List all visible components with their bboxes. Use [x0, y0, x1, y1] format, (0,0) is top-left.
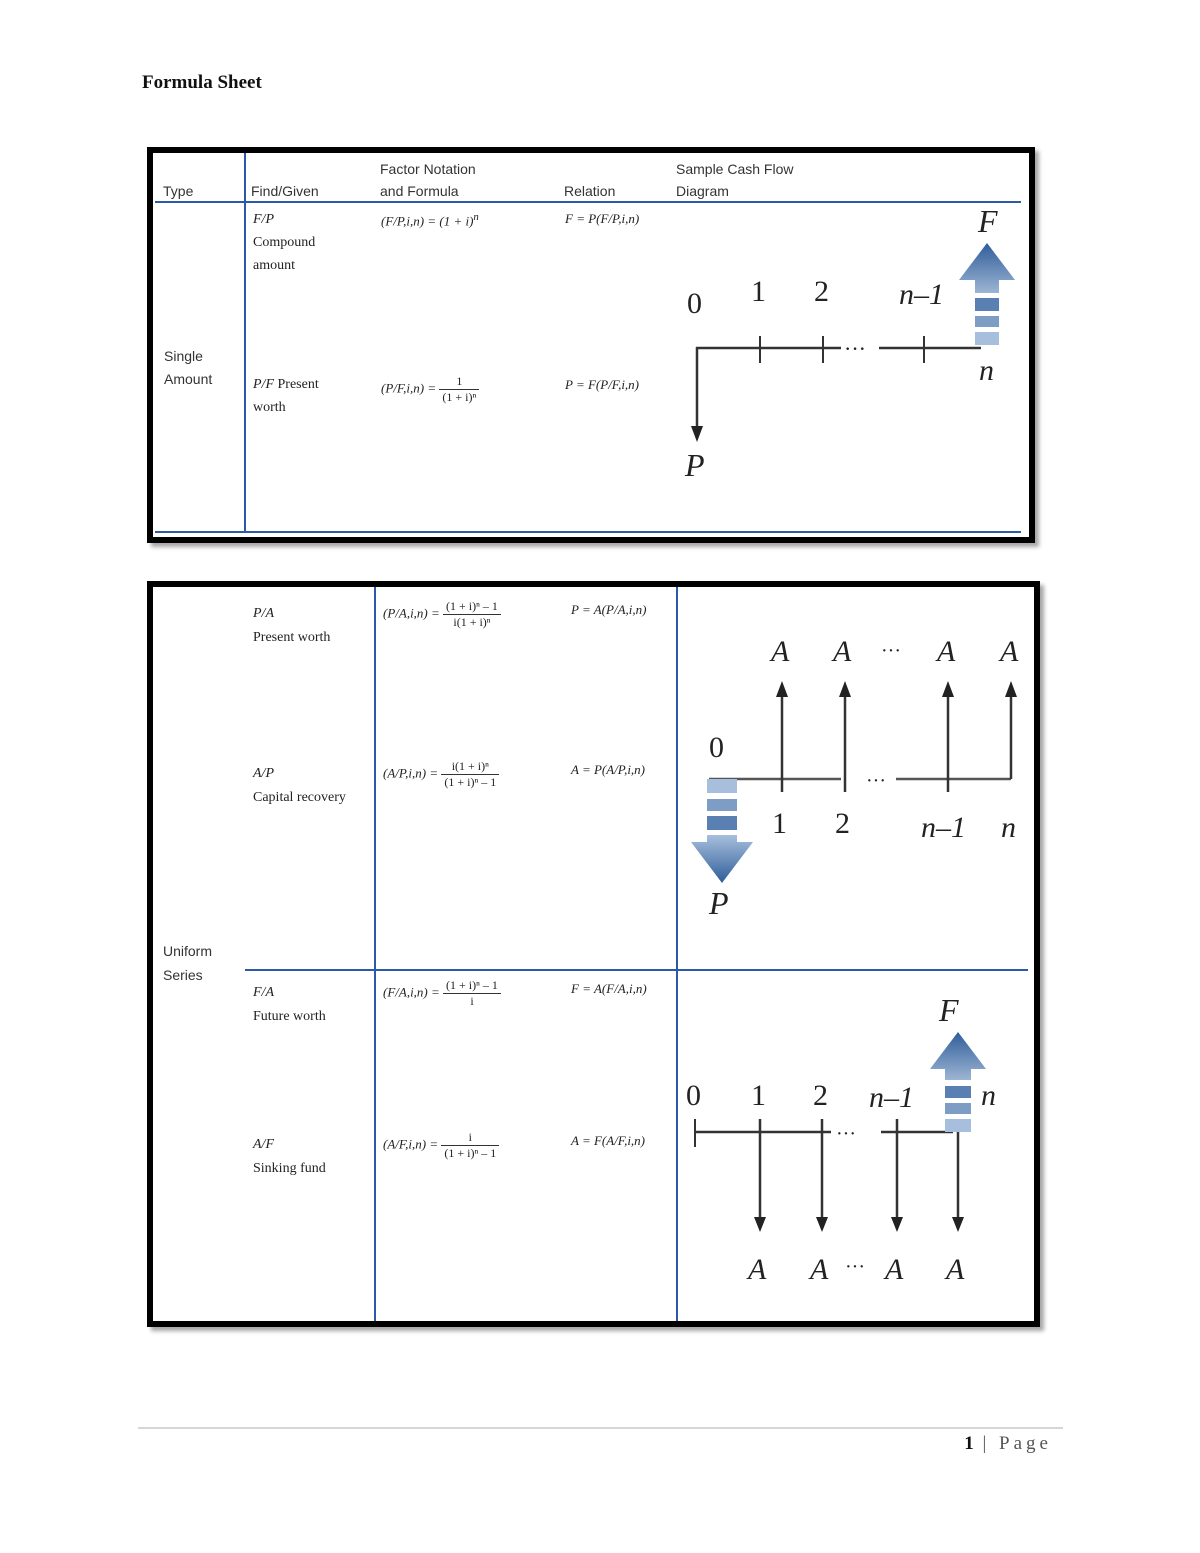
formula-ap-num: i(1 + i)ⁿ — [441, 759, 499, 775]
find-pf — [253, 373, 319, 396]
label-a-3: A — [937, 635, 956, 668]
relation-fp: F = P(F/P,i,n) — [565, 211, 640, 226]
formula-pa-left: (P/A,i,n) = — [383, 605, 440, 621]
formula-pf-fraction — [439, 374, 479, 405]
label-0: 0 — [687, 287, 702, 320]
label-a-4: A — [1000, 635, 1019, 668]
formula-af — [383, 1130, 499, 1161]
header-factor-line1: Factor Notation — [380, 161, 476, 177]
formula-pa — [383, 599, 501, 630]
column-rule-diagram — [676, 587, 678, 1321]
single-amount-table — [147, 147, 1035, 543]
dots-axis: ··· — [836, 1123, 856, 1145]
find-symbol-ap: A/P — [253, 766, 274, 781]
formula-af-den: (1 + i)ⁿ – 1 — [444, 1146, 497, 1160]
header-factor-line2: and Formula — [380, 183, 459, 199]
type-amount: Amount — [164, 371, 213, 387]
formula-af-num: i — [441, 1130, 499, 1146]
relation-pf: P = F(P/F,i,n) — [565, 377, 640, 392]
label-p: P — [709, 885, 729, 921]
uniform-series-pa-diagram — [681, 617, 1031, 957]
formula-fa-fraction — [443, 978, 501, 1009]
label-2: 2 — [813, 1079, 828, 1112]
find-symbol-fa: F/A — [253, 985, 274, 1000]
arrow-p-block — [691, 779, 753, 883]
arrow-head — [816, 1217, 828, 1232]
page-label: | Page — [982, 1433, 1052, 1454]
formula-fp-exp: n — [473, 211, 479, 223]
type-single: Single — [164, 348, 203, 364]
find-symbol-pf: P/F — [253, 377, 274, 392]
label-a-4: A — [946, 1253, 965, 1286]
find-label-amount: amount — [253, 258, 295, 273]
uniform-series-table — [147, 581, 1040, 1327]
column-rule — [244, 153, 246, 531]
formula-pf-left: (P/F,i,n) = — [381, 380, 437, 396]
label-n-minus-1: n–1 — [921, 811, 966, 844]
formula-ap — [383, 759, 499, 790]
column-rule-formula — [374, 587, 376, 1321]
page-title: Formula Sheet — [142, 72, 262, 93]
find-symbol-pa: P/A — [253, 606, 274, 621]
relation-af: A = F(A/F,i,n) — [571, 1133, 646, 1148]
formula-ap-den: (1 + i)ⁿ – 1 — [444, 775, 497, 789]
arrow-f-block — [930, 1032, 986, 1132]
type-series: Series — [163, 967, 203, 983]
label-n: n — [1001, 811, 1016, 844]
find-label-capital-recovery: Capital recovery — [253, 790, 346, 805]
header-rule — [155, 201, 1021, 203]
dots: ··· — [844, 336, 866, 361]
arrow-head — [952, 1217, 964, 1232]
header-find-given: Find/Given — [251, 183, 319, 199]
page-footer — [964, 1433, 1052, 1455]
single-amount-diagram — [663, 203, 1023, 498]
formula-fa-left: (F/A,i,n) = — [383, 984, 440, 1000]
find-label-future-worth: Future worth — [253, 1009, 326, 1024]
dots-top: ··· — [881, 640, 901, 662]
formula-pf — [381, 374, 479, 405]
dots-axis: ··· — [866, 770, 886, 792]
formula-pf-den: (1 + i)ⁿ — [442, 390, 477, 404]
label-1: 1 — [751, 275, 766, 308]
arrow-head — [942, 681, 954, 697]
find-label-sinking-fund: Sinking fund — [253, 1161, 326, 1176]
relation-ap: A = P(A/P,i,n) — [571, 762, 646, 777]
formula-pa-fraction — [443, 599, 501, 630]
row-rule — [245, 969, 1028, 971]
label-2: 2 — [835, 807, 850, 840]
relation-pa: P = A(P/A,i,n) — [571, 602, 647, 617]
find-symbol-fp: F/P — [253, 212, 274, 227]
formula-ap-left: (A/P,i,n) = — [383, 765, 439, 781]
type-uniform: Uniform — [163, 943, 213, 959]
footer-divider — [138, 1427, 1063, 1429]
header-relation: Relation — [564, 183, 616, 199]
find-label-present-worth: Present worth — [253, 630, 331, 645]
label-0: 0 — [686, 1079, 701, 1112]
label-n-minus-1: n–1 — [899, 278, 944, 311]
arrow-f-block — [959, 243, 1015, 345]
label-n-minus-1: n–1 — [869, 1081, 914, 1114]
header-diagram-line2: Diagram — [676, 183, 729, 199]
label-1: 1 — [772, 807, 787, 840]
formula-af-left: (A/F,i,n) = — [383, 1136, 439, 1152]
label-a-2: A — [833, 635, 852, 668]
arrow-head — [776, 681, 788, 697]
label-a-3: A — [885, 1253, 904, 1286]
header-diagram-line1: Sample Cash Flow — [676, 161, 794, 177]
label-a-1: A — [748, 1253, 767, 1286]
label-a-2: A — [810, 1253, 829, 1286]
label-n: n — [979, 354, 994, 387]
arrow-head — [754, 1217, 766, 1232]
bottom-rule — [155, 531, 1021, 533]
arrow-head — [839, 681, 851, 697]
label-n: n — [981, 1079, 996, 1112]
page-number: 1 — [964, 1433, 974, 1454]
uniform-series-fa-diagram — [681, 992, 1031, 1297]
arrow-head — [891, 1217, 903, 1232]
find-label-worth: worth — [253, 400, 286, 415]
arrow-head — [1005, 681, 1017, 697]
label-f: F — [978, 203, 998, 239]
formula-af-fraction — [441, 1130, 499, 1161]
formula-pa-den: i(1 + i)ⁿ — [453, 615, 491, 629]
formula-ap-fraction — [441, 759, 499, 790]
formula-fa-num: (1 + i)ⁿ – 1 — [443, 978, 501, 994]
formula-fa-den: i — [470, 994, 474, 1008]
relation-fa: F = A(F/A,i,n) — [571, 981, 647, 996]
dots-bottom: ··· — [845, 1256, 865, 1278]
label-a-1: A — [771, 635, 790, 668]
label-0: 0 — [709, 731, 724, 764]
label-2: 2 — [814, 275, 829, 308]
label-p: P — [685, 447, 705, 483]
formula-fp-base: (F/P,i,n) = (1 + i) — [381, 213, 474, 229]
formula-pf-num: 1 — [439, 374, 479, 390]
label-f: F — [939, 992, 959, 1028]
find-symbol-af: A/F — [253, 1137, 274, 1152]
arrow-p-head — [691, 426, 703, 442]
formula-pa-num: (1 + i)ⁿ – 1 — [443, 599, 501, 615]
find-label-present: Present — [277, 377, 319, 392]
formula-fa — [383, 978, 501, 1009]
find-label-compound: Compound — [253, 235, 316, 250]
header-type: Type — [163, 183, 194, 199]
label-1: 1 — [751, 1079, 766, 1112]
formula-fp — [381, 211, 479, 229]
